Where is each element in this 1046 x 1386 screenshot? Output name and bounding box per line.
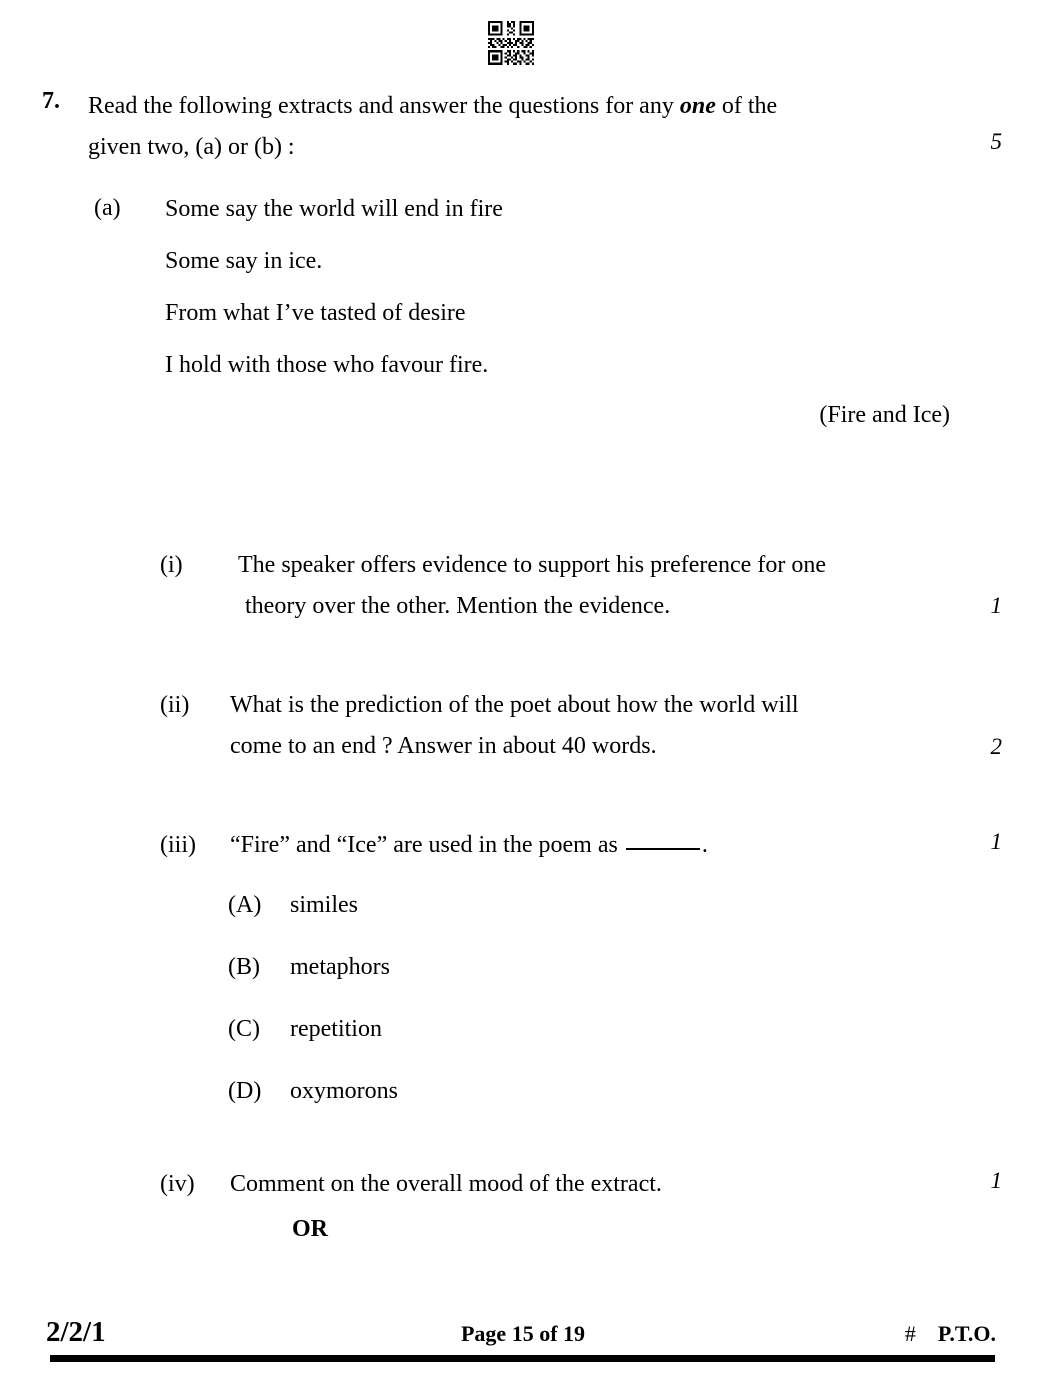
sub-question-text-before-blank: “Fire” and “Ice” are used in the poem as	[230, 832, 624, 858]
mcq-option-c[interactable]	[228, 1012, 398, 1074]
mcq-option-a[interactable]	[228, 888, 398, 950]
sub-question-text	[230, 685, 944, 767]
sub-question-text: Comment on the overall mood of the extract.	[230, 1171, 662, 1197]
paper-code: 2/2/1	[46, 1316, 106, 1348]
poem-attribution: (Fire and Ice)	[819, 402, 950, 428]
mcq-option-text: oxymorons	[290, 1078, 398, 1104]
mcq-option-label: (D)	[228, 1078, 262, 1104]
mcq-option-text: metaphors	[290, 954, 390, 980]
sub-question-label: (iv)	[160, 1171, 195, 1197]
question-stem-line2: given two, (a) or (b) :	[88, 134, 295, 160]
poem-line: From what I’ve tasted of desire	[165, 300, 466, 326]
or-divider: OR	[292, 1216, 328, 1242]
fill-in-blank	[626, 848, 700, 850]
mcq-option-text: similes	[290, 892, 359, 918]
sub-question-text	[230, 825, 944, 866]
mcq-option-label: (A)	[228, 892, 262, 918]
qr-code-icon	[486, 19, 538, 69]
mcq-option-label: (B)	[228, 954, 260, 980]
question-stem-text: Read the following extracts and answer the questions for any	[88, 93, 680, 119]
marks-sub-question-iv: 1	[990, 1168, 1002, 1193]
marks-question-7: 5	[990, 129, 1002, 154]
sub-question-label: (iii)	[160, 832, 196, 858]
mcq-option-d[interactable]	[228, 1074, 398, 1136]
sub-question-text-after-blank: .	[701, 832, 708, 858]
sub-question-text	[238, 545, 944, 627]
mcq-option-label: (C)	[228, 1016, 260, 1042]
marks-sub-question-iii: 1	[990, 829, 1002, 854]
poem-line: Some say in ice.	[165, 248, 323, 274]
mcq-option-b[interactable]	[228, 950, 398, 1012]
sub-question-line2: theory over the other. Mention the evidence.	[245, 593, 671, 619]
footer-right	[905, 1320, 996, 1348]
poem-line: I hold with those who favour fire.	[165, 352, 489, 378]
sub-question-line2: come to an end ? Answer in about 40 words.	[230, 733, 657, 759]
sub-question-line1: What is the prediction of the poet about how the world will	[230, 692, 799, 718]
question-emphasis: one	[679, 93, 716, 119]
part-label-a: (a)	[94, 195, 121, 221]
poem-line: Some say the world will end in fire	[165, 196, 503, 222]
question-number: 7.	[42, 88, 60, 114]
question-stem-text-end: of the	[715, 93, 778, 119]
mcq-option-text: repetition	[290, 1016, 382, 1042]
page-number: Page 15 of 19	[460, 1321, 586, 1346]
poem-extract	[165, 193, 503, 401]
sub-question-line1: The speaker offers evidence to support his preference for one	[238, 552, 826, 578]
question-stem	[88, 86, 950, 168]
sub-question-label: (ii)	[160, 692, 190, 718]
marks-sub-question-ii: 2	[990, 734, 1002, 759]
pto-label: P.T.O.	[937, 1321, 996, 1346]
sub-question-label: (i)	[160, 552, 183, 578]
footer-rule	[50, 1355, 995, 1362]
mcq-options-list	[228, 888, 398, 1136]
marks-sub-question-i: 1	[990, 593, 1002, 618]
hash-mark: #	[904, 1321, 916, 1346]
